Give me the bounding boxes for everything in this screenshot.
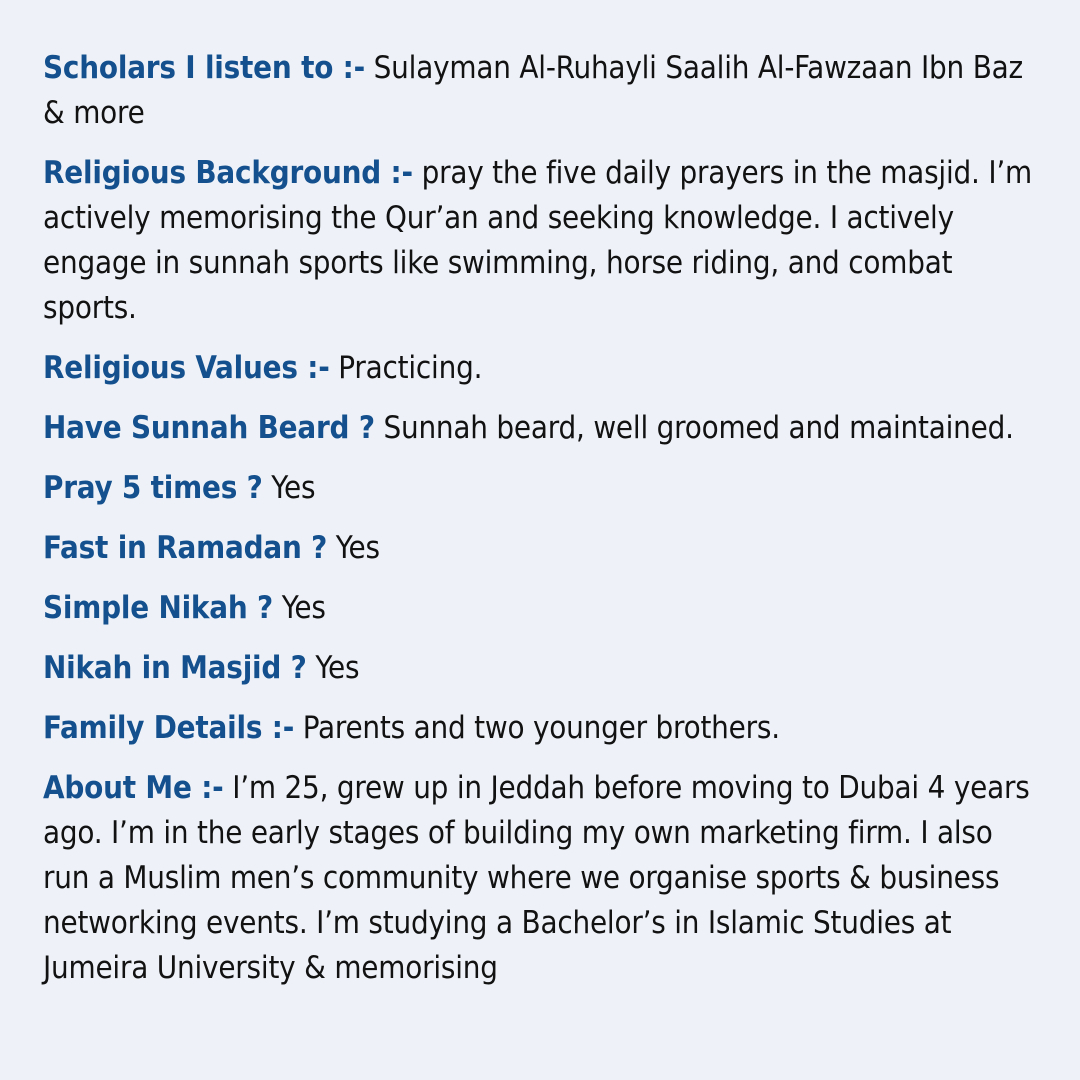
scholars-label: Scholars I listen to :-	[43, 50, 366, 86]
sunnah-beard-value: Sunnah beard, well groomed and maintained.	[383, 410, 1014, 446]
field-about-me	[43, 766, 1042, 991]
field-scholars	[43, 46, 1042, 136]
field-fast-in-ramadan	[43, 526, 1042, 571]
pray-5-times-label: Pray 5 times ?	[43, 470, 263, 506]
field-pray-5-times	[43, 466, 1042, 511]
field-religious-values	[43, 346, 1042, 391]
nikah-in-masjid-value: Yes	[315, 650, 360, 686]
simple-nikah-label: Simple Nikah ?	[43, 590, 274, 626]
about-me-label: About Me :-	[43, 770, 224, 806]
field-religious-background	[43, 151, 1042, 331]
fast-in-ramadan-label: Fast in Ramadan ?	[43, 530, 328, 566]
field-family-details	[43, 706, 1042, 751]
family-details-value: Parents and two younger brothers.	[302, 710, 780, 746]
about-me-value: I’m 25, grew up in Jeddah before moving to Dubai 4 years ago. I’m in the early stages of building my own marketing firm. I also run a Muslim men’s community where we organise sports & business networking events. I’m studying a Bachelor’s in Islamic Studies at Jumeira University & memorising	[43, 770, 1030, 986]
nikah-in-masjid-label: Nikah in Masjid ?	[43, 650, 307, 686]
religious-values-label: Religious Values :-	[43, 350, 330, 386]
field-simple-nikah	[43, 586, 1042, 631]
sunnah-beard-label: Have Sunnah Beard ?	[43, 410, 375, 446]
religious-background-label: Religious Background :-	[43, 155, 413, 191]
field-nikah-in-masjid	[43, 646, 1042, 691]
fast-in-ramadan-value: Yes	[335, 530, 380, 566]
simple-nikah-value: Yes	[281, 590, 326, 626]
pray-5-times-value: Yes	[271, 470, 316, 506]
religious-values-value: Practicing.	[338, 350, 483, 386]
religious-background-value: pray the five daily prayers in the masjid. I’m actively memorising the Qur’an and seeking knowledge. I actively engage in sunnah sports like swimming, horse riding, and combat sports.	[43, 155, 1032, 326]
family-details-label: Family Details :-	[43, 710, 295, 746]
scholars-value: Sulayman Al-Ruhayli Saalih Al-Fawzaan Ibn Baz & more	[43, 50, 1023, 131]
field-sunnah-beard	[43, 406, 1042, 451]
